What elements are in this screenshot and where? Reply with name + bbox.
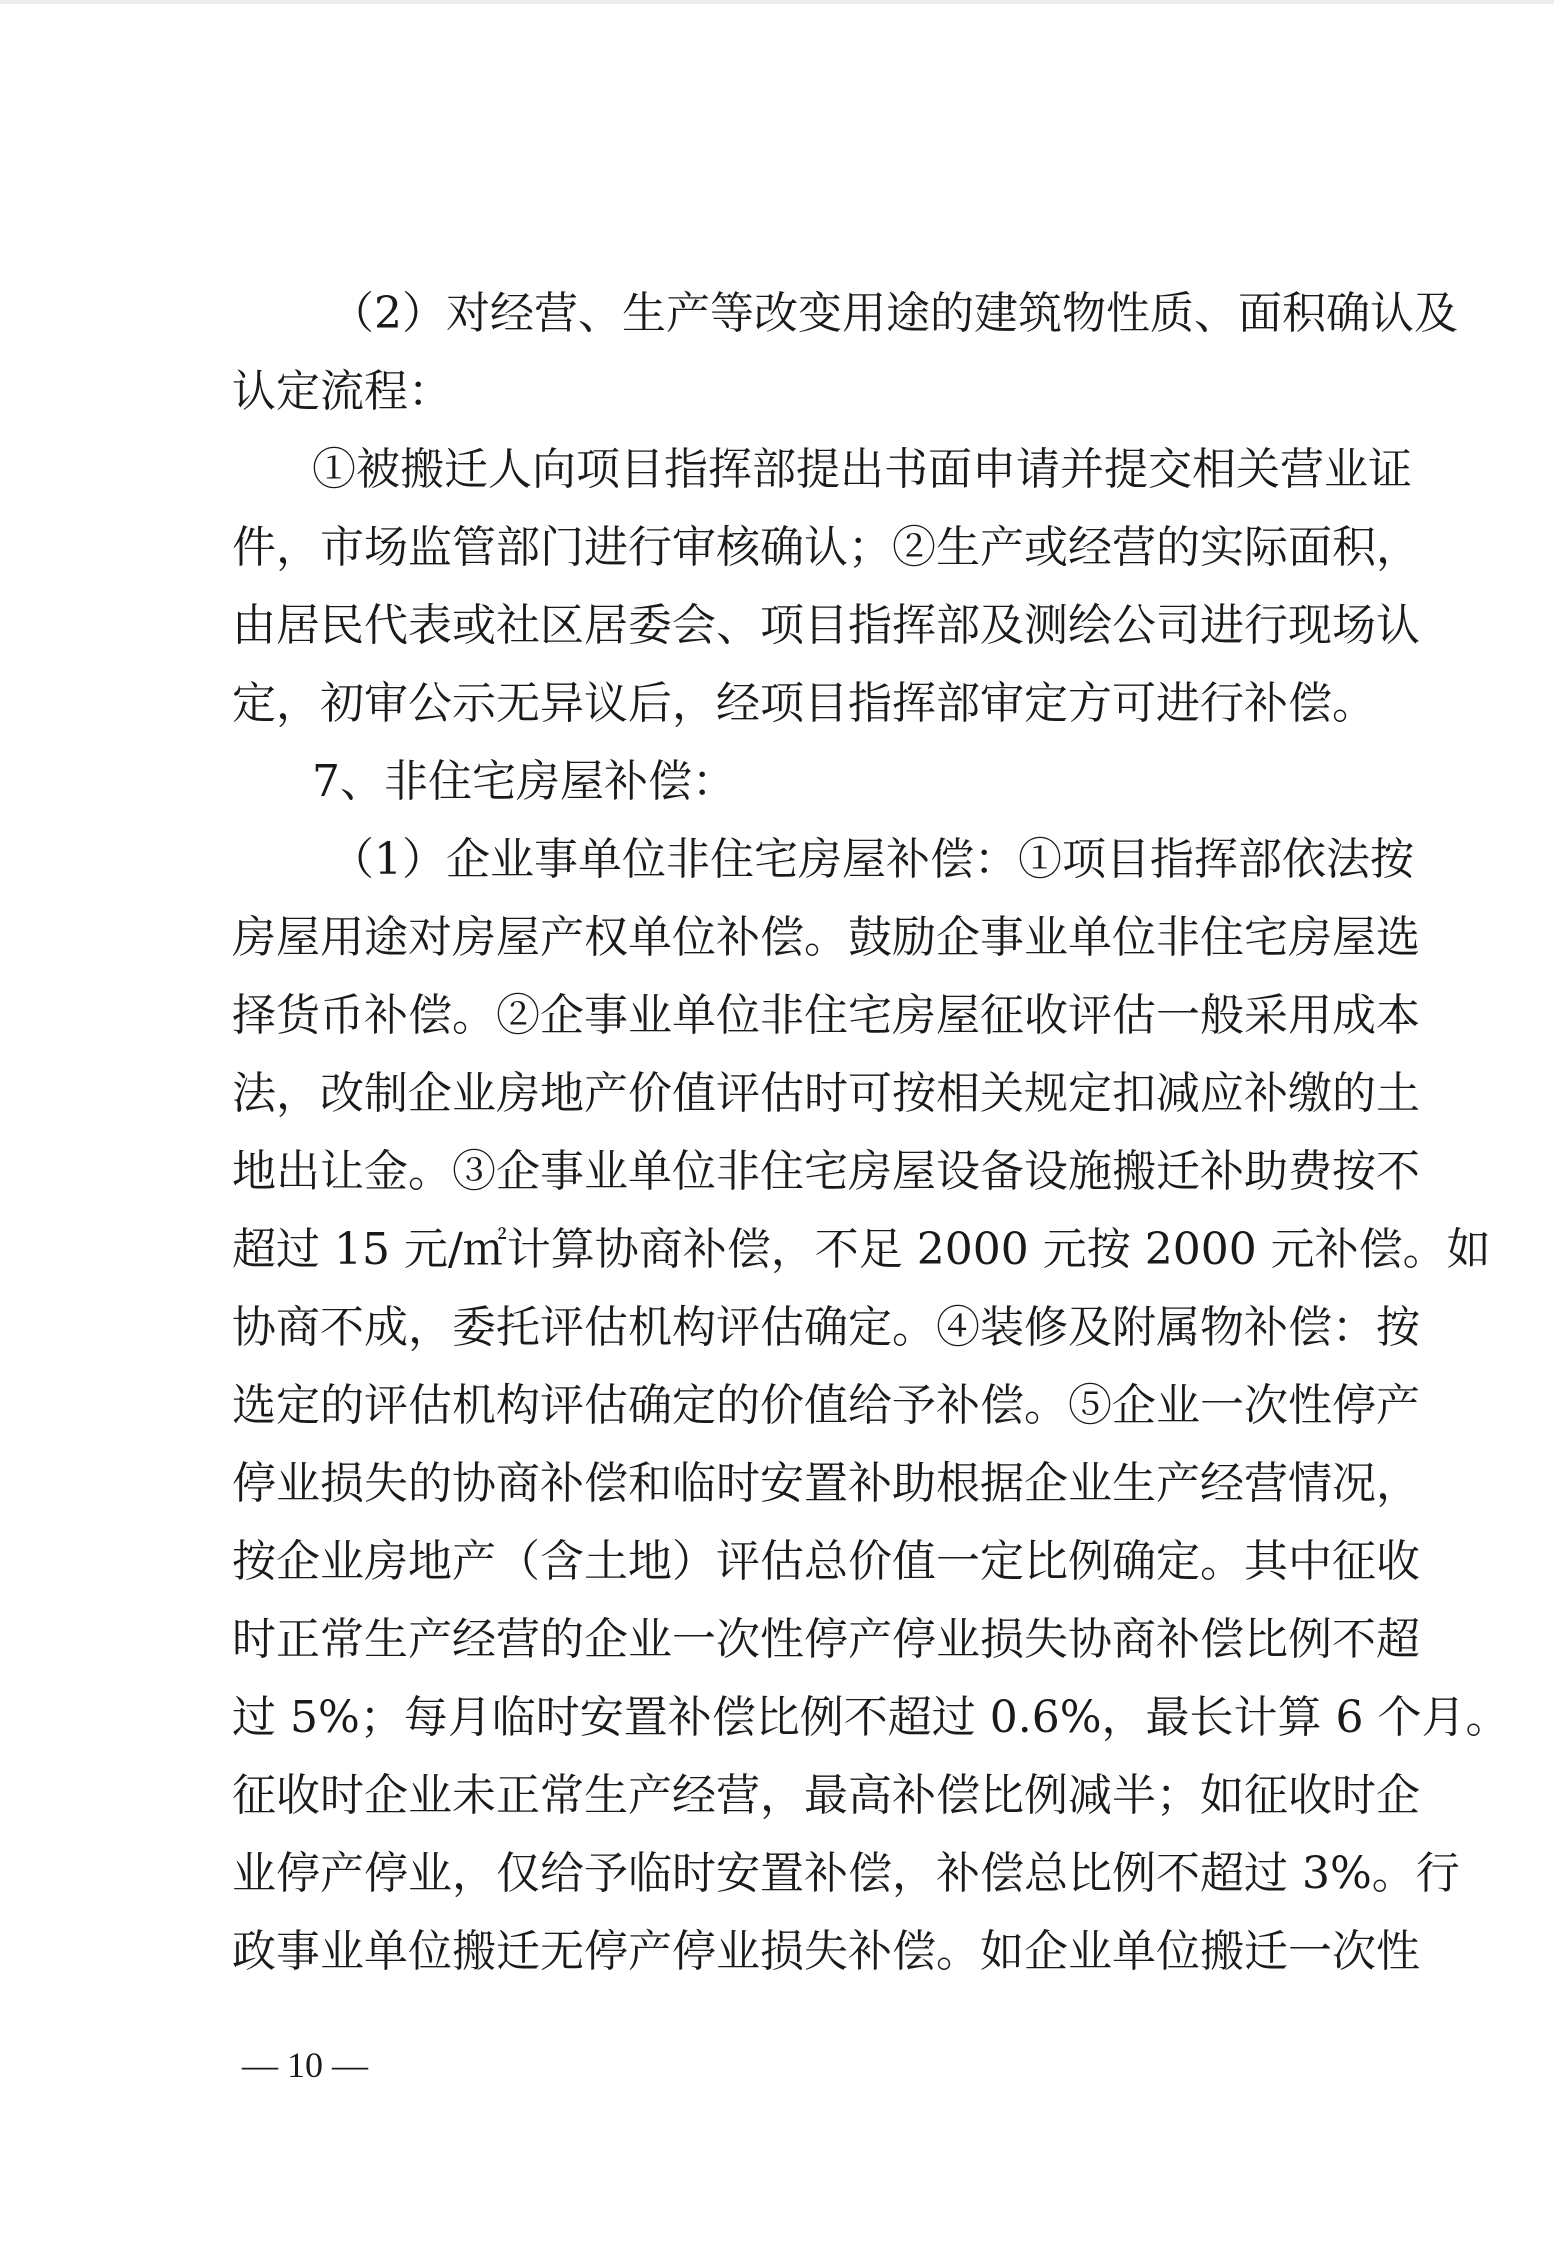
text-line: 按企业房地产（含土地）评估总价值一定比例确定。其中征收 [232,1536,1420,1587]
text-line: 择货币补偿。②企事业单位非住宅房屋征收评估一般采用成本 [232,990,1420,1041]
text-line: 征收时企业未正常生产经营，最高补偿比例减半；如征收时企 [232,1770,1420,1821]
text-line: 房屋用途对房屋产权单位补偿。鼓励企事业单位非住宅房屋选 [232,912,1420,963]
text-line: 选定的评估机构评估确定的价值给予补偿。⑤企业一次性停产 [232,1380,1420,1431]
text-line: 件，市场监管部门进行审核确认；②生产或经营的实际面积， [232,522,1420,573]
text-line: 停业损失的协商补偿和临时安置补助根据企业生产经营情况， [232,1458,1420,1509]
text-line: 超过 15 元/㎡计算协商补偿，不足 2000 元按 2000 元补偿。如 [232,1224,1491,1275]
text-line: 由居民代表或社区居委会、项目指挥部及测绘公司进行现场认 [232,600,1420,651]
text-line: （1）企业事单位非住宅房屋补偿：①项目指挥部依法按 [330,834,1414,885]
text-line: 过 5%；每月临时安置补偿比例不超过 0.6%，最长计算 6 个月。 [232,1692,1510,1743]
text-line: 协商不成，委托评估机构评估确定。④装修及附属物补偿：按 [232,1302,1420,1353]
text-line: 政事业单位搬迁无停产停业损失补偿。如企业单位搬迁一次性 [232,1926,1420,1977]
text-line: 7、非住宅房屋补偿： [312,756,736,807]
text-line: ①被搬迁人向项目指挥部提出书面申请并提交相关营业证 [312,444,1412,495]
page-top-edge [0,0,1554,4]
page-number: — 10 — [242,2045,368,2085]
text-line: （2）对经营、生产等改变用途的建筑物性质、面积确认及 [330,288,1458,339]
text-line: 法，改制企业房地产价值评估时可按相关规定扣减应补缴的土 [232,1068,1420,1119]
text-line: 定，初审公示无异议后，经项目指挥部审定方可进行补偿。 [232,678,1376,729]
text-line: 认定流程： [232,366,452,417]
text-line: 时正常生产经营的企业一次性停产停业损失协商补偿比例不超 [232,1614,1420,1665]
text-line: 地出让金。③企事业单位非住宅房屋设备设施搬迁补助费按不 [232,1146,1420,1197]
text-line: 业停产停业，仅给予临时安置补偿，补偿总比例不超过 3%。行 [232,1848,1460,1899]
